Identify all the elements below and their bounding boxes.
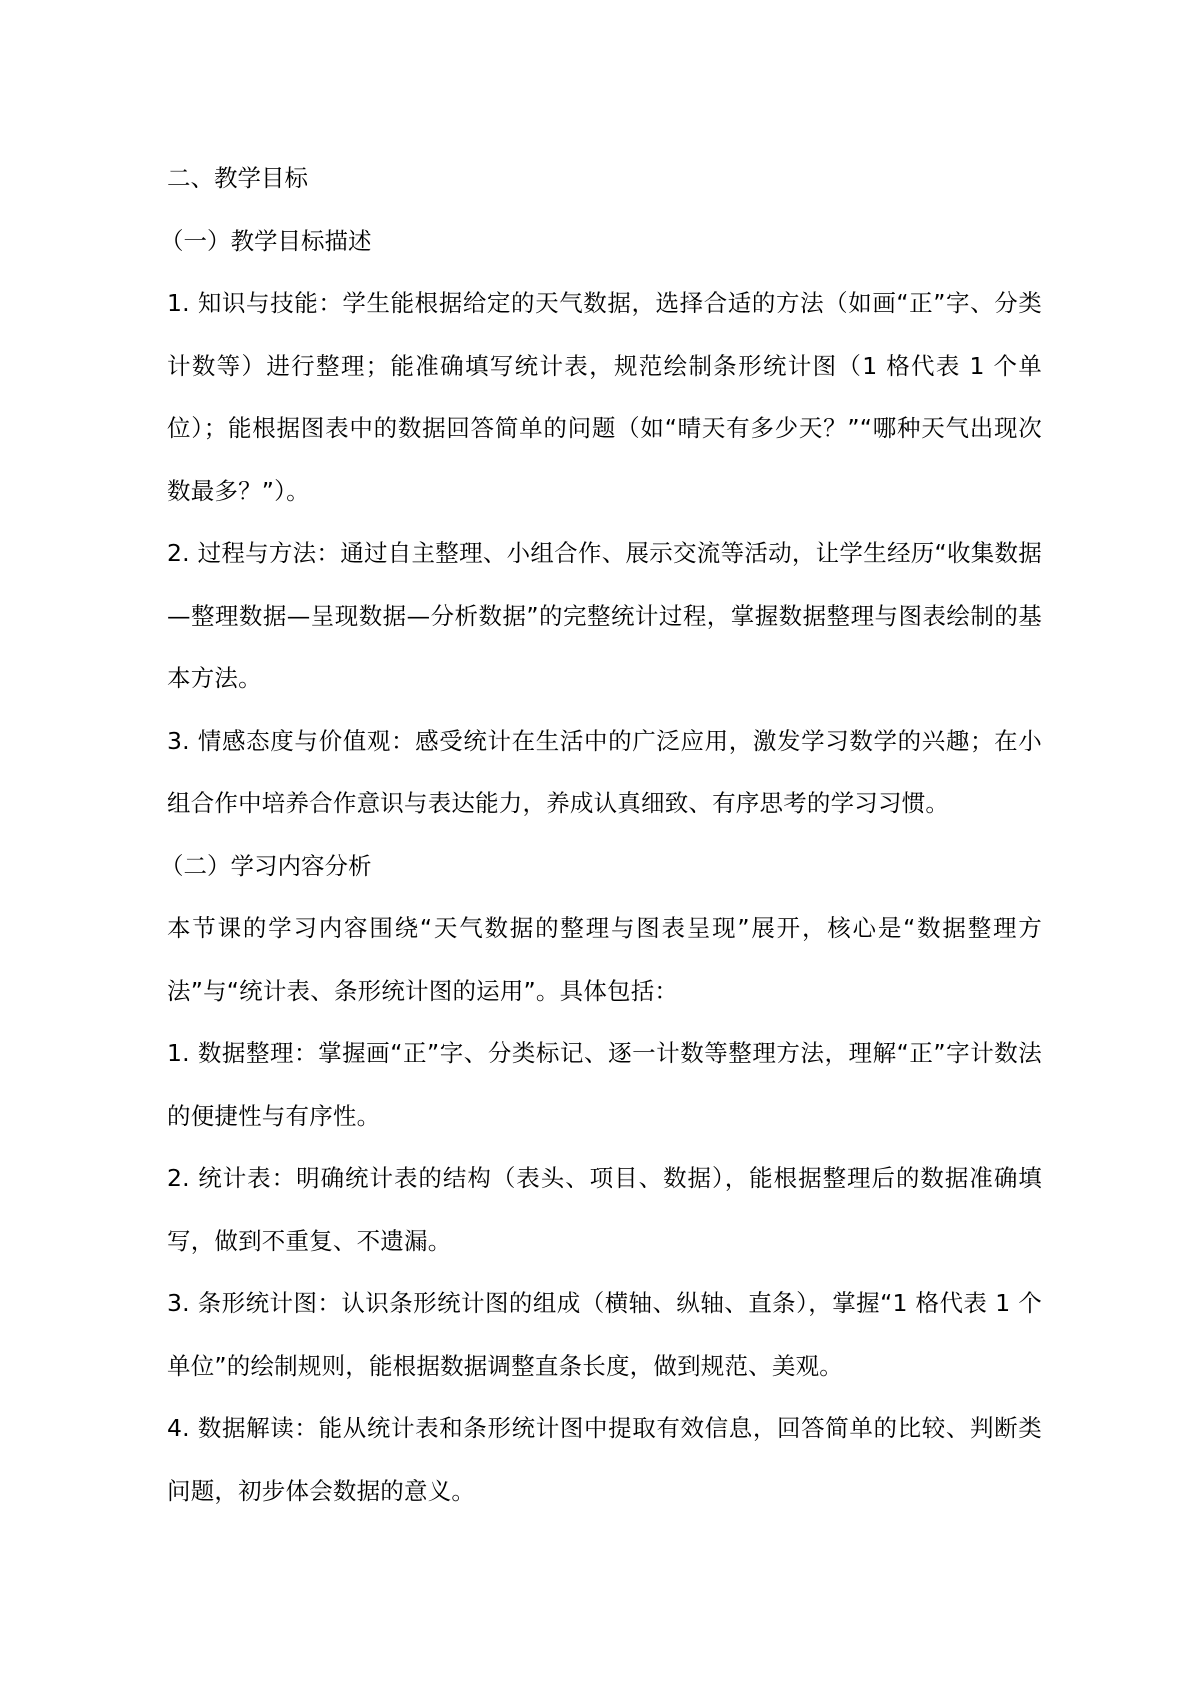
document-page: [160, 147, 1042, 1522]
part2-intro: 本节课的学习内容围绕“天气数据的整理与图表呈现”展开，核心是“数据整理方法”与“统计表、条形统计图的运用”。具体包括：: [167, 914, 1042, 1005]
part2-heading: （二）学习内容分析: [160, 851, 372, 880]
part2-item-2: 2. 统计表：明确统计表的结构（表头、项目、数据），能根据整理后的数据准确填写，做到不重复、不遗漏。: [167, 1164, 1042, 1255]
part1-item-2: 2. 过程与方法：通过自主整理、小组合作、展示交流等活动，让学生经历“收集数据—整理数据—呈现数据—分析数据”的完整统计过程，掌握数据整理与图表绘制的基本方法。: [167, 539, 1042, 692]
part1-item-1: 1. 知识与技能：学生能根据给定的天气数据，选择合适的方法（如画“正”字、分类计数等）进行整理；能准确填写统计表，规范绘制条形统计图（1 格代表 1 个单位）；能根据图表中的数据回答简单的问题（如“晴天有多少天？”“哪种天气出现次数最多？”）。: [167, 289, 1042, 505]
part2-item-4: 4. 数据解读：能从统计表和条形统计图中提取有效信息，回答简单的比较、判断类问题，初步体会数据的意义。: [167, 1414, 1042, 1505]
part2-item-1: 1. 数据整理：掌握画“正”字、分类标记、逐一计数等整理方法，理解“正”字计数法的便捷性与有序性。: [167, 1039, 1042, 1130]
part1-heading: （一）教学目标描述: [160, 226, 372, 255]
section-title: 二、教学目标: [167, 164, 308, 192]
part2-item-3: 3. 条形统计图：认识条形统计图的组成（横轴、纵轴、直条），掌握“1 格代表 1 个单位”的绘制规则，能根据数据调整直条长度，做到规范、美观。: [167, 1289, 1042, 1380]
part1-item-3: 3. 情感态度与价值观：感受统计在生活中的广泛应用，激发学习数学的兴趣；在小组合作中培养合作意识与表达能力，养成认真细致、有序思考的学习习惯。: [167, 726, 1042, 817]
